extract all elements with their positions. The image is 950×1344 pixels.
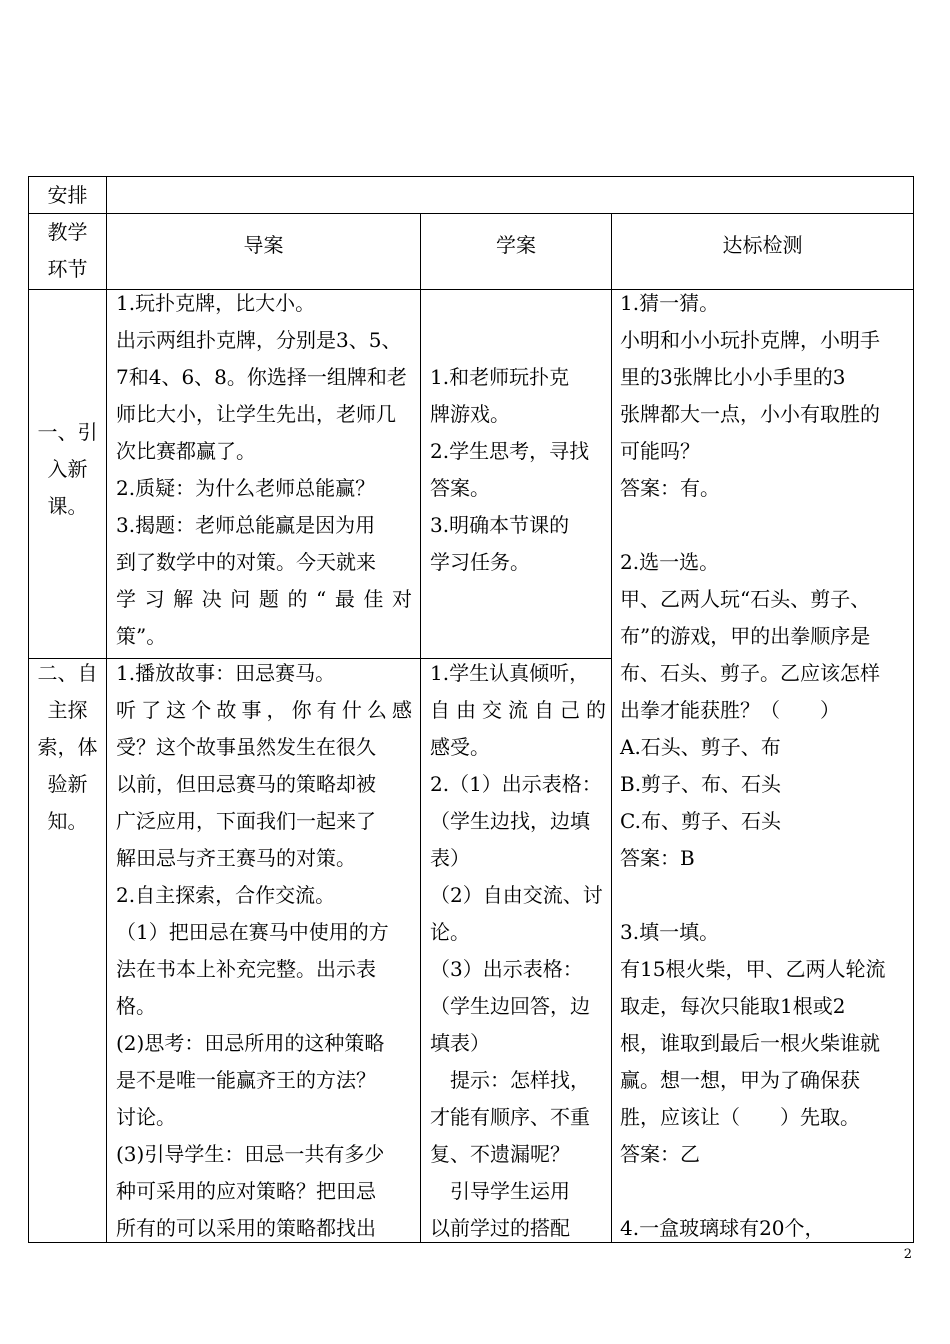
arrangement-label [29,177,106,213]
check-line: 3.填一填。 [620,920,720,944]
guide-line: 1.玩扑克牌，比大小。 [116,291,316,315]
check-line: 有15根火柴，甲、乙两人轮流 [620,957,886,981]
table-border-top [28,176,914,177]
guide-line: (3)引导学生：田忌一共有多少 [116,1142,385,1166]
check-line: 答案：有。 [620,476,720,500]
check-line: 布”的游戏，甲的出拳顺序是 [620,624,871,648]
guide-line: 受？这个故事虽然发生在很久 [116,735,376,759]
study-line: 1.和老师玩扑克 [430,365,570,389]
check-line: 出拳才能获胜？（ ） [620,698,840,722]
check-line: 张牌都大一点，小小有取胜的 [620,402,880,426]
guide-line: 种可采用的应对策略？把田忌 [116,1179,376,1203]
study-line: 提示：怎样找， [430,1068,590,1092]
guide-line: 3.揭题：老师总能赢是因为用 [116,513,376,537]
check-line: 可能吗？ [620,439,700,463]
study-line: （3）出示表格： [430,957,583,981]
study-line: （学生边回答，边 [430,994,590,1018]
check-line: 答案：B [620,846,695,870]
study-line: 1.学生认真倾听， [430,661,590,685]
section2-step [29,655,106,840]
guide-line: 2.自主探索，合作交流。 [116,883,336,907]
guide-line: 法在书本上补充完整。出示表 [116,957,376,981]
guide-line: 听了这个故事，你有什么感 [116,698,412,722]
check-line: 答案：乙 [620,1142,700,1166]
study-line: 答案。 [430,476,490,500]
header-study-text: 学案 [496,233,536,257]
step-line: 主探 [47,698,88,722]
step-line: 索，体 [37,735,98,759]
header-step-line: 教学 [47,220,88,244]
check-line: 2.选一选。 [620,550,720,574]
check-line: 根，谁取到最后一根火柴谁就 [620,1031,880,1055]
guide-line: 解田忌与齐王赛马的对策。 [116,846,356,870]
guide-line: (2)思考：田忌所用的这种策略 [116,1031,385,1055]
guide-line: 学习解决问题的“最佳对 [116,587,412,611]
study-line: 2.（1）出示表格： [430,772,602,796]
study-line: 牌游戏。 [430,402,510,426]
guide-line: 师比大小，让学生先出，老师几 [116,402,396,426]
guide-line: （1）把田忌在赛马中使用的方 [116,920,389,944]
header-guide-text: 导案 [243,233,284,257]
check-line [620,877,906,914]
guide-line: 次比赛都赢了。 [116,439,256,463]
guide-line: 以前，但田忌赛马的策略却被 [116,772,376,796]
check-line [620,1173,906,1210]
check-column [620,285,906,1247]
check-line: 取走，每次只能取1根或2 [620,994,846,1018]
guide-line: 讨论。 [116,1105,176,1129]
check-line [620,507,906,544]
check-line: 甲、乙两人玩“石头、剪子、 [620,587,871,611]
table-border-right [913,176,914,1243]
study-line: 自由交流自己的 [430,698,606,722]
step-line: 入新 [47,457,88,481]
step-line: 知。 [47,809,88,833]
guide-line: 到了数学中的对策。今天就来 [116,550,376,574]
guide-line: 广泛应用，下面我们一起来了 [116,809,376,833]
section1-step [29,414,106,525]
check-line: 小明和小小玩扑克牌，小明手 [620,328,880,352]
study-line: 填表） [430,1031,490,1055]
guide-line: 策”。 [116,624,167,648]
check-line: 4.一盒玻璃球有20个， [620,1216,825,1240]
study-line: 才能有顺序、不重 [430,1105,590,1129]
check-line: 里的3张牌比小小手里的3 [620,365,846,389]
step-line: 课。 [47,494,88,518]
check-line: 胜，应该让（ ）先取。 [620,1105,860,1129]
study-line: 感受。 [430,735,490,759]
study-line: （学生边找，边填 [430,809,590,833]
column-divider [106,176,107,1243]
study-line: 学习任务。 [430,550,530,574]
header-guide [107,227,420,264]
section2-guide [116,655,412,1247]
check-line: 1.猜一猜。 [620,291,720,315]
guide-line: 1.播放故事：田忌赛马。 [116,661,336,685]
check-line: 赢。想一想，甲为了确保获 [620,1068,860,1092]
study-line: 表） [430,846,470,870]
guide-line: 是不是唯一能赢齐王的方法？ [116,1068,376,1092]
guide-line: 出示两组扑克牌，分别是3、5、 [116,328,402,352]
section2-study [430,655,606,1247]
guide-line: 2.质疑：为什么老师总能赢？ [116,476,376,500]
header-step [29,214,106,288]
guide-line: 7和4、6、8。你选择一组牌和老 [116,365,407,389]
study-line: 复、不遗漏呢？ [430,1142,570,1166]
column-divider [611,213,612,1243]
step-line: 一、引 [37,420,98,444]
guide-line: 格。 [116,994,156,1018]
section1-study [430,359,606,581]
arrangement-text: 安排 [47,183,88,207]
check-line: 布、石头、剪子。乙应该怎样 [620,661,880,685]
row-divider [28,213,914,214]
column-divider [420,213,421,1243]
step-line: 验新 [47,772,88,796]
page-number: 2 [903,1247,912,1262]
study-line: （2）自由交流、讨 [430,883,603,907]
check-line: B.剪子、布、石头 [620,772,782,796]
section1-guide [116,285,412,655]
guide-line: 所有的可以采用的策略都找出 [116,1216,376,1240]
header-step-line: 环节 [47,257,88,281]
header-check-text: 达标检测 [722,233,803,257]
study-line: 论。 [430,920,470,944]
study-line: 以前学过的搭配 [430,1216,570,1240]
study-line: 3.明确本节课的 [430,513,570,537]
step-line: 二、自 [37,661,98,685]
check-line: C.布、剪子、石头 [620,809,781,833]
study-line: 引导学生运用 [430,1179,570,1203]
study-line: 2.学生思考，寻找 [430,439,590,463]
header-check [612,227,913,264]
header-study [421,227,611,264]
check-line: A.石头、剪子、布 [620,735,781,759]
